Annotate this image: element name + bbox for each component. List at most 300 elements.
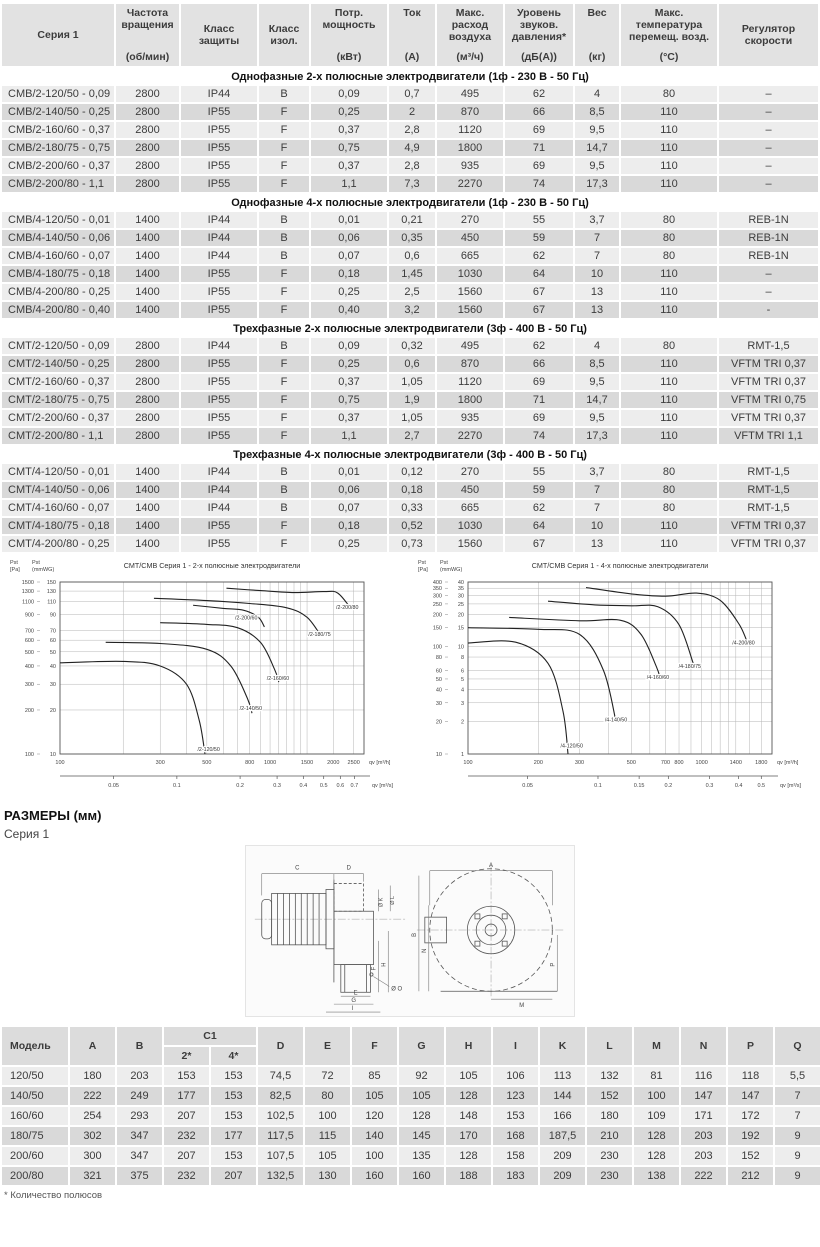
- svg-text:/4-160/60: /4-160/60: [646, 674, 670, 681]
- svg-text:20: 20: [49, 707, 56, 714]
- svg-text:800: 800: [674, 760, 684, 766]
- model-cell: 120/50: [2, 1067, 68, 1085]
- svg-text:200: 200: [24, 707, 34, 714]
- svg-text:110: 110: [47, 599, 56, 606]
- value-cell: 4,9: [389, 140, 435, 156]
- table-row: [2, 536, 818, 552]
- value-cell: IP44: [181, 338, 257, 354]
- value-cell: 1400: [116, 536, 179, 552]
- value-cell: F: [259, 140, 309, 156]
- value-cell: 128: [634, 1127, 679, 1145]
- table-row: [2, 104, 818, 120]
- value-cell: 212: [728, 1167, 773, 1185]
- value-cell: 92: [399, 1067, 444, 1085]
- value-cell: 145: [399, 1127, 444, 1145]
- svg-text:1: 1: [460, 752, 464, 758]
- value-cell: 132: [587, 1067, 632, 1085]
- svg-text:A: A: [489, 862, 494, 869]
- value-cell: 110: [621, 122, 717, 138]
- value-cell: 0,25: [311, 284, 387, 300]
- value-cell: 0,09: [311, 338, 387, 354]
- svg-text:10: 10: [435, 752, 442, 758]
- dims-column-header: I: [493, 1027, 538, 1065]
- table-row: [2, 356, 818, 372]
- value-cell: 9: [775, 1127, 820, 1145]
- value-cell: 2,8: [389, 158, 435, 174]
- svg-text:350: 350: [432, 586, 442, 593]
- value-cell: 0,06: [311, 482, 387, 498]
- table-row: [2, 212, 818, 228]
- value-cell: 665: [437, 500, 503, 516]
- svg-text:250: 250: [432, 601, 442, 608]
- value-cell: 67: [505, 284, 573, 300]
- value-cell: 2: [389, 104, 435, 120]
- value-cell: 870: [437, 104, 503, 120]
- table-row: [2, 338, 818, 354]
- table-row: [2, 122, 818, 138]
- section-title: Трехфазные 2-х полюсные электродвигатели (3ф - 400 В - 50 Гц): [2, 320, 818, 336]
- table-row: [2, 176, 818, 192]
- svg-text:P: P: [550, 962, 557, 967]
- spec-column-header: Макс. расход воздуха (м³/ч): [437, 4, 503, 66]
- value-cell: 100: [305, 1107, 350, 1125]
- value-cell: 1120: [437, 374, 503, 390]
- value-cell: -: [719, 302, 818, 318]
- svg-text:1400: 1400: [729, 760, 742, 766]
- svg-text:N: N: [421, 948, 428, 953]
- value-cell: 207: [164, 1147, 209, 1165]
- model-cell: CMT/4-180/75 - 0,18: [2, 518, 114, 534]
- value-cell: IP44: [181, 248, 257, 264]
- svg-text:/2-200/60: /2-200/60: [235, 615, 258, 622]
- svg-text:300: 300: [432, 593, 442, 600]
- value-cell: 2800: [116, 158, 179, 174]
- svg-text:/4-200/80: /4-200/80: [732, 640, 755, 647]
- value-cell: 0,18: [311, 266, 387, 282]
- svg-text:1500: 1500: [21, 580, 34, 586]
- svg-text:/2-160/60: /2-160/60: [266, 676, 290, 683]
- dims-column-header: P: [728, 1027, 773, 1065]
- value-cell: 0,6: [389, 356, 435, 372]
- svg-text:5: 5: [460, 676, 464, 683]
- svg-text:90: 90: [49, 612, 56, 619]
- model-cell: 200/80: [2, 1167, 68, 1185]
- model-cell: CMT/4-120/50 - 0,01: [2, 464, 114, 480]
- value-cell: 80: [621, 86, 717, 102]
- svg-text:10: 10: [49, 752, 56, 758]
- value-cell: 495: [437, 86, 503, 102]
- value-cell: 8,5: [575, 356, 619, 372]
- value-cell: –: [719, 104, 818, 120]
- value-cell: 203: [681, 1127, 726, 1145]
- model-cell: CMT/2-120/50 - 0,09: [2, 338, 114, 354]
- performance-chart-2pole: [4, 556, 406, 796]
- svg-text:CMT/CMB Серия 1 - 2-х полюсн: CMT/CMB Серия 1 - 2-х полюсные электродвигатели: [123, 561, 301, 570]
- value-cell: 110: [621, 104, 717, 120]
- value-cell: 5,5: [775, 1067, 820, 1085]
- value-cell: IP55: [181, 284, 257, 300]
- value-cell: 187,5: [540, 1127, 585, 1145]
- table-row: [2, 482, 818, 498]
- value-cell: IP55: [181, 176, 257, 192]
- value-cell: 935: [437, 158, 503, 174]
- value-cell: IP44: [181, 86, 257, 102]
- value-cell: 10: [575, 518, 619, 534]
- svg-text:15: 15: [457, 625, 464, 632]
- value-cell: VFTM TRI 0,37: [719, 356, 818, 372]
- value-cell: –: [719, 140, 818, 156]
- model-cell: CMB/4-140/50 - 0,06: [2, 230, 114, 246]
- dims-column-header: N: [681, 1027, 726, 1065]
- value-cell: 152: [728, 1147, 773, 1165]
- svg-text:25: 25: [457, 601, 464, 608]
- value-cell: 14,7: [575, 392, 619, 408]
- svg-text:80: 80: [435, 655, 442, 662]
- value-cell: 110: [621, 392, 717, 408]
- value-cell: B: [259, 212, 309, 228]
- value-cell: 4: [575, 338, 619, 354]
- svg-text:150: 150: [432, 625, 442, 632]
- value-cell: 62: [505, 338, 573, 354]
- value-cell: 123: [493, 1087, 538, 1105]
- value-cell: F: [259, 518, 309, 534]
- value-cell: 64: [505, 266, 573, 282]
- spec-column-header: Серия 1: [2, 4, 114, 66]
- svg-text:40: 40: [457, 580, 464, 586]
- value-cell: 1560: [437, 284, 503, 300]
- svg-text:3: 3: [460, 700, 464, 707]
- svg-text:Ø K: Ø K: [378, 897, 385, 908]
- value-cell: 209: [540, 1147, 585, 1165]
- value-cell: –: [719, 284, 818, 300]
- value-cell: 183: [493, 1167, 538, 1185]
- value-cell: IP55: [181, 518, 257, 534]
- value-cell: B: [259, 248, 309, 264]
- value-cell: IP44: [181, 500, 257, 516]
- value-cell: 66: [505, 104, 573, 120]
- value-cell: 153: [211, 1087, 256, 1105]
- value-cell: RMT-1,5: [719, 500, 818, 516]
- svg-text:qv [m³/h]: qv [m³/h]: [369, 760, 391, 766]
- value-cell: –: [719, 176, 818, 192]
- value-cell: 110: [621, 410, 717, 426]
- svg-text:4: 4: [460, 687, 464, 694]
- value-cell: 158: [493, 1147, 538, 1165]
- value-cell: 138: [634, 1167, 679, 1185]
- value-cell: 1800: [437, 140, 503, 156]
- value-cell: 0,25: [311, 356, 387, 372]
- value-cell: 0,6: [389, 248, 435, 264]
- value-cell: 1560: [437, 302, 503, 318]
- section-title: Однофазные 2-х полюсные электродвигатели (1ф - 230 В - 50 Гц): [2, 68, 818, 84]
- value-cell: 80: [621, 464, 717, 480]
- value-cell: F: [259, 356, 309, 372]
- value-cell: IP55: [181, 122, 257, 138]
- value-cell: 59: [505, 482, 573, 498]
- svg-text:qv [m³/s]: qv [m³/s]: [780, 783, 802, 789]
- model-cell: CMB/2-140/50 - 0,25: [2, 104, 114, 120]
- value-cell: 117,5: [258, 1127, 303, 1145]
- svg-text:100: 100: [24, 752, 34, 758]
- spec-column-header: Ток (А): [389, 4, 435, 66]
- value-cell: 172: [728, 1107, 773, 1125]
- value-cell: 2800: [116, 86, 179, 102]
- svg-text:qv [m³/s]: qv [m³/s]: [372, 783, 394, 789]
- value-cell: 209: [540, 1167, 585, 1185]
- svg-text:40: 40: [49, 663, 56, 670]
- svg-text:200: 200: [432, 612, 442, 619]
- svg-text:[Pa]: [Pa]: [418, 567, 428, 573]
- value-cell: IP55: [181, 374, 257, 390]
- value-cell: 110: [621, 140, 717, 156]
- svg-text:M: M: [519, 1003, 525, 1010]
- table-row: [2, 266, 818, 282]
- value-cell: 3,2: [389, 302, 435, 318]
- value-cell: F: [259, 266, 309, 282]
- value-cell: 2800: [116, 122, 179, 138]
- value-cell: 74: [505, 428, 573, 444]
- value-cell: 0,7: [389, 86, 435, 102]
- value-cell: 0,35: [389, 230, 435, 246]
- value-cell: 153: [211, 1067, 256, 1085]
- spec-column-header: Частота вращения (об/мин): [116, 4, 179, 66]
- section-title-row: [2, 446, 818, 462]
- spec-table: [0, 2, 820, 554]
- spec-table-header: [2, 4, 818, 66]
- value-cell: 1,9: [389, 392, 435, 408]
- value-cell: 62: [505, 500, 573, 516]
- value-cell: F: [259, 410, 309, 426]
- value-cell: F: [259, 536, 309, 552]
- svg-text:700: 700: [660, 760, 671, 766]
- model-cell: CMT/4-200/80 - 0,25: [2, 536, 114, 552]
- model-cell: 140/50: [2, 1087, 68, 1105]
- dimensions-title: РАЗМЕРЫ (мм): [4, 808, 102, 823]
- value-cell: 55: [505, 464, 573, 480]
- model-cell: CMT/2-180/75 - 0,75: [2, 392, 114, 408]
- value-cell: 232: [164, 1167, 209, 1185]
- svg-text:0.05: 0.05: [108, 783, 119, 789]
- svg-text:0.1: 0.1: [173, 783, 181, 789]
- value-cell: 8,5: [575, 104, 619, 120]
- value-cell: 1030: [437, 266, 503, 282]
- value-cell: 230: [587, 1147, 632, 1165]
- value-cell: 160: [352, 1167, 397, 1185]
- value-cell: 153: [164, 1067, 209, 1085]
- svg-text:(mmWG): (mmWG): [440, 567, 463, 573]
- value-cell: RMT-1,5: [719, 464, 818, 480]
- dims-column-header: 2*: [164, 1047, 209, 1065]
- value-cell: 9: [775, 1147, 820, 1165]
- value-cell: 7: [775, 1107, 820, 1125]
- value-cell: IP55: [181, 356, 257, 372]
- value-cell: 9,5: [575, 374, 619, 390]
- svg-text:F: F: [371, 966, 378, 971]
- svg-text:0.1: 0.1: [594, 783, 602, 789]
- value-cell: 110: [621, 302, 717, 318]
- value-cell: 0,25: [311, 104, 387, 120]
- model-cell: 180/75: [2, 1127, 68, 1145]
- value-cell: 321: [70, 1167, 115, 1185]
- table-row: [2, 284, 818, 300]
- svg-text:300: 300: [24, 682, 34, 689]
- value-cell: 153: [211, 1107, 256, 1125]
- value-cell: 80: [621, 500, 717, 516]
- value-cell: 147: [728, 1087, 773, 1105]
- dimensions-table-header: [2, 1027, 820, 1065]
- svg-text:G: G: [351, 998, 356, 1005]
- model-cell: CMB/2-200/60 - 0,37: [2, 158, 114, 174]
- svg-text:35: 35: [457, 586, 464, 593]
- dims-column-header: L: [587, 1027, 632, 1065]
- value-cell: 1120: [437, 122, 503, 138]
- value-cell: 160: [399, 1167, 444, 1185]
- value-cell: 74,5: [258, 1067, 303, 1085]
- spec-column-header: Вес (кг): [575, 4, 619, 66]
- model-cell: CMB/4-120/50 - 0,01: [2, 212, 114, 228]
- drawing-area: [0, 845, 820, 1017]
- spec-column-header: Класс изол.: [259, 4, 309, 66]
- value-cell: 7: [575, 248, 619, 264]
- svg-text:B: B: [411, 932, 418, 937]
- value-cell: 210: [587, 1127, 632, 1145]
- svg-text:30: 30: [49, 682, 56, 689]
- value-cell: 1,1: [311, 428, 387, 444]
- value-cell: 81: [634, 1067, 679, 1085]
- svg-text:/4-120/50: /4-120/50: [560, 743, 583, 750]
- value-cell: 10: [575, 266, 619, 282]
- value-cell: 168: [493, 1127, 538, 1145]
- svg-text:E: E: [353, 990, 358, 997]
- value-cell: 80: [305, 1087, 350, 1105]
- value-cell: 109: [634, 1107, 679, 1125]
- value-cell: F: [259, 302, 309, 318]
- model-cell: CMT/4-140/50 - 0,06: [2, 482, 114, 498]
- value-cell: 130: [305, 1167, 350, 1185]
- value-cell: 1030: [437, 518, 503, 534]
- svg-text:CMT/CMB Серия 1 - 4-х полюсн: CMT/CMB Серия 1 - 4-х полюсные электродвигатели: [531, 561, 709, 570]
- value-cell: 180: [587, 1107, 632, 1125]
- value-cell: 9,5: [575, 158, 619, 174]
- svg-text:0.2: 0.2: [664, 783, 673, 789]
- section-title-row: [2, 68, 818, 84]
- value-cell: 14,7: [575, 140, 619, 156]
- table-row: [2, 1147, 820, 1165]
- value-cell: 85: [352, 1067, 397, 1085]
- model-cell: CMB/4-160/60 - 0,07: [2, 248, 114, 264]
- svg-text:400: 400: [432, 580, 442, 586]
- value-cell: 71: [505, 392, 573, 408]
- value-cell: 105: [352, 1087, 397, 1105]
- value-cell: 249: [117, 1087, 162, 1105]
- value-cell: IP44: [181, 212, 257, 228]
- value-cell: 69: [505, 122, 573, 138]
- svg-text:100: 100: [463, 760, 473, 766]
- value-cell: 144: [540, 1087, 585, 1105]
- svg-text:900: 900: [24, 612, 34, 619]
- svg-text:1800: 1800: [755, 760, 768, 766]
- value-cell: 171: [681, 1107, 726, 1125]
- value-cell: 2,7: [389, 428, 435, 444]
- value-cell: IP44: [181, 230, 257, 246]
- value-cell: 152: [587, 1087, 632, 1105]
- svg-text:0.6: 0.6: [336, 783, 345, 789]
- value-cell: IP44: [181, 464, 257, 480]
- value-cell: 222: [681, 1167, 726, 1185]
- svg-text:0.4: 0.4: [299, 783, 308, 789]
- svg-text:200: 200: [533, 760, 543, 766]
- value-cell: 0,37: [311, 374, 387, 390]
- value-cell: 140: [352, 1127, 397, 1145]
- value-cell: 115: [305, 1127, 350, 1145]
- value-cell: 495: [437, 338, 503, 354]
- value-cell: –: [719, 86, 818, 102]
- value-cell: 128: [446, 1087, 491, 1105]
- value-cell: REB-1N: [719, 248, 818, 264]
- value-cell: 1400: [116, 266, 179, 282]
- value-cell: 7,3: [389, 176, 435, 192]
- value-cell: 105: [399, 1087, 444, 1105]
- value-cell: 80: [621, 338, 717, 354]
- svg-text:30: 30: [457, 593, 464, 600]
- svg-text:1000: 1000: [263, 760, 277, 766]
- svg-text:2500: 2500: [347, 760, 360, 766]
- svg-text:0.15: 0.15: [633, 783, 645, 789]
- spec-table-body: [2, 68, 818, 552]
- model-cell: CMB/4-180/75 - 0,18: [2, 266, 114, 282]
- footnote: * Количество полюсов: [4, 1190, 103, 1201]
- value-cell: 170: [446, 1127, 491, 1145]
- value-cell: 177: [211, 1127, 256, 1145]
- value-cell: 2800: [116, 104, 179, 120]
- svg-text:0.2: 0.2: [236, 783, 244, 789]
- value-cell: 2800: [116, 428, 179, 444]
- value-cell: F: [259, 104, 309, 120]
- value-cell: 105: [446, 1067, 491, 1085]
- svg-text:0.3: 0.3: [705, 783, 714, 789]
- value-cell: 105: [305, 1147, 350, 1165]
- dimension-drawing: [245, 845, 575, 1017]
- value-cell: –: [719, 158, 818, 174]
- table-row: [2, 1167, 820, 1185]
- value-cell: 293: [117, 1107, 162, 1125]
- value-cell: 1400: [116, 248, 179, 264]
- value-cell: IP55: [181, 104, 257, 120]
- table-row: [2, 1127, 820, 1145]
- value-cell: 82,5: [258, 1087, 303, 1105]
- value-cell: 1,05: [389, 374, 435, 390]
- value-cell: 203: [117, 1067, 162, 1085]
- value-cell: 2800: [116, 410, 179, 426]
- charts-row: [0, 554, 820, 796]
- value-cell: IP55: [181, 302, 257, 318]
- value-cell: 0,01: [311, 212, 387, 228]
- svg-text:300: 300: [574, 760, 585, 766]
- dims-column-header: A: [70, 1027, 115, 1065]
- value-cell: 450: [437, 230, 503, 246]
- svg-text:0.7: 0.7: [350, 783, 359, 789]
- section-title: Однофазные 4-х полюсные электродвигатели (1ф - 230 В - 50 Гц): [2, 194, 818, 210]
- value-cell: 3,7: [575, 212, 619, 228]
- value-cell: 0,37: [311, 410, 387, 426]
- svg-text:150: 150: [46, 580, 56, 586]
- svg-text:0.5: 0.5: [319, 783, 328, 789]
- svg-text:2: 2: [460, 719, 464, 726]
- svg-text:800: 800: [245, 760, 255, 766]
- table-row: [2, 86, 818, 102]
- model-cell: CMT/4-160/60 - 0,07: [2, 500, 114, 516]
- value-cell: –: [719, 266, 818, 282]
